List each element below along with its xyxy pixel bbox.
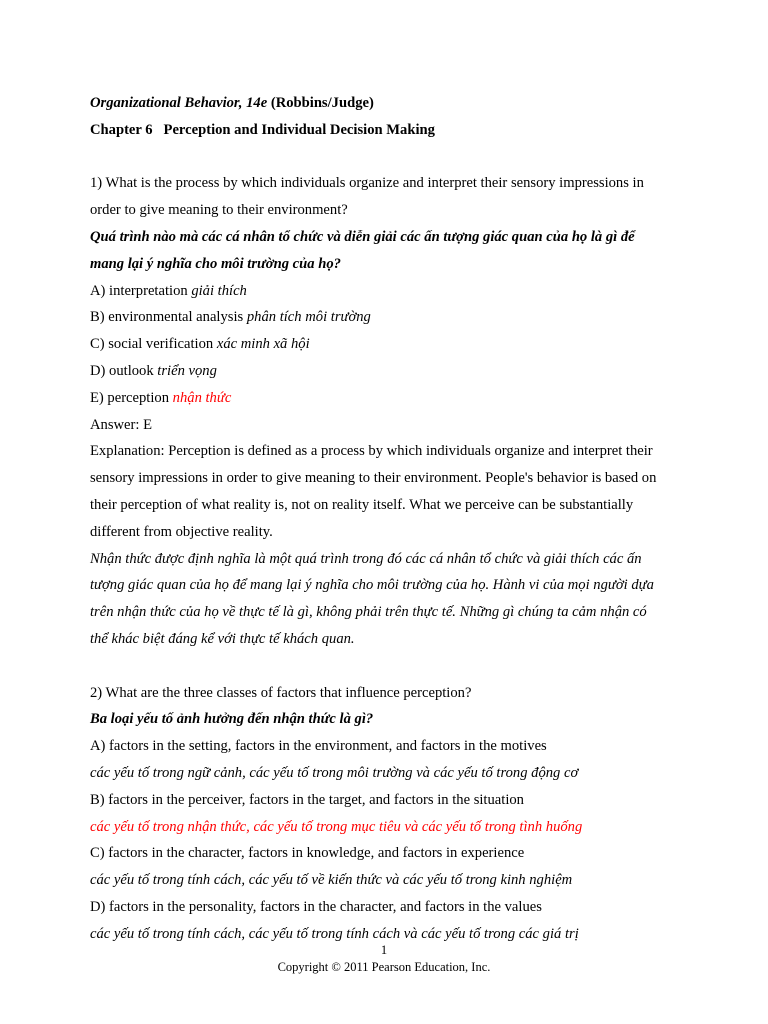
q1-stem-en-line1: 1) What is the process by which individuals organize and interpret their sensory impressions in (90, 175, 644, 192)
book-header (90, 90, 690, 117)
q1-option-a (90, 278, 690, 305)
q2-option-d-vi: các yếu tố trong tính cách, các yếu tố trong tính cách và các yếu tố trong các giá trị (90, 925, 579, 942)
spacer (90, 653, 690, 680)
q1-option-c (90, 331, 690, 358)
q1-explanation-en-line3: their perception of what reality is, not on reality itself. What we perceive can be substantially (90, 496, 634, 513)
q2-option-c-vi: các yếu tố trong tính cách, các yếu tố về kiến thức và các yếu tố trong kinh nghiệm (90, 872, 573, 889)
q1-stem-vi-line2: mang lại ý nghĩa cho môi trường của họ? (90, 255, 341, 272)
question-1 (90, 170, 690, 652)
option-en: A) interpretation (90, 282, 192, 299)
q1-explanation-en-line4: different from objective reality. (90, 523, 273, 540)
q2-option-b-en: B) factors in the perceiver, factors in the target, and factors in the situation (90, 791, 524, 808)
page-number: 1 (380, 943, 388, 957)
chapter-label: Chapter 6 (90, 121, 153, 138)
q1-option-e (90, 385, 690, 412)
option-vi: giải thích (191, 282, 247, 299)
book-authors: (Robbins/Judge) (267, 95, 374, 111)
option-vi: triển vọng (157, 362, 217, 379)
q2-option-a-en: A) factors in the setting, factors in the environment, and factors in the motives (90, 738, 547, 755)
q2-option-a-vi: các yếu tố trong ngữ cảnh, các yếu tố trong môi trường và các yếu tố trong động cơ (90, 764, 579, 781)
q2-option-c-en: C) factors in the character, factors in knowledge, and factors in experience (90, 845, 525, 862)
document-page (90, 90, 690, 948)
q2-option-d-en: D) factors in the personality, factors in the character, and factors in the values (90, 898, 542, 915)
q1-explanation-vi-line4: thể khác biệt đáng kể với thực tế khách quan. (90, 630, 355, 647)
option-vi: xác minh xã hội (216, 336, 310, 353)
chapter-title: Perception and Individual Decision Making (163, 121, 435, 138)
q1-stem-en-line2: order to give meaning to their environment? (90, 202, 348, 219)
question-2 (90, 680, 690, 948)
option-vi-correct: nhận thức (172, 389, 232, 406)
option-en: B) environmental analysis (90, 309, 247, 326)
option-en: C) social verification (90, 336, 217, 353)
q1-explanation-vi-line3: trên nhận thức của họ về thực tế là gì, không phải trên thực tế. Những gì chúng ta cảm nhận có (90, 604, 647, 621)
q1-explanation-vi-line2: tượng giác quan của họ để mang lại ý nghĩa cho môi trường của họ. Hành vi của mọi người dựa (90, 577, 654, 594)
option-vi: phân tích môi trường (246, 309, 371, 326)
q1-option-d (90, 358, 690, 385)
q1-answer: Answer: E (90, 416, 153, 433)
option-en: E) perception (90, 389, 173, 406)
q1-stem-vi-line1: Quá trình nào mà các cá nhân tổ chức và diễn giải các ấn tượng giác quan của họ là gì để (90, 228, 635, 245)
spacer (90, 144, 690, 171)
q1-option-b (90, 304, 690, 331)
q1-explanation-vi-line1: Nhận thức được định nghĩa là một quá trình trong đó các cá nhân tổ chức và giải thích các ấn (90, 550, 642, 567)
q2-stem-vi: Ba loại yếu tố ảnh hưởng đến nhận thức là gì? (90, 711, 374, 728)
q2-stem-en: 2) What are the three classes of factors that influence perception? (90, 684, 472, 701)
copyright-notice: Copyright © 2011 Pearson Education, Inc. (277, 960, 491, 974)
q1-explanation-en-line2: sensory impressions in order to give meaning to their environment. People's behavior is based on (90, 470, 657, 487)
q2-option-b-vi-correct: các yếu tố trong nhận thức, các yếu tố trong mục tiêu và các yếu tố trong tình huống (90, 818, 583, 835)
option-en: D) outlook (90, 362, 158, 379)
book-title: Organizational Behavior, 14e (90, 95, 268, 111)
q1-explanation-en-line1: Explanation: Perception is defined as a process by which individuals organize and interpret their (90, 443, 653, 460)
chapter-heading (90, 117, 690, 144)
